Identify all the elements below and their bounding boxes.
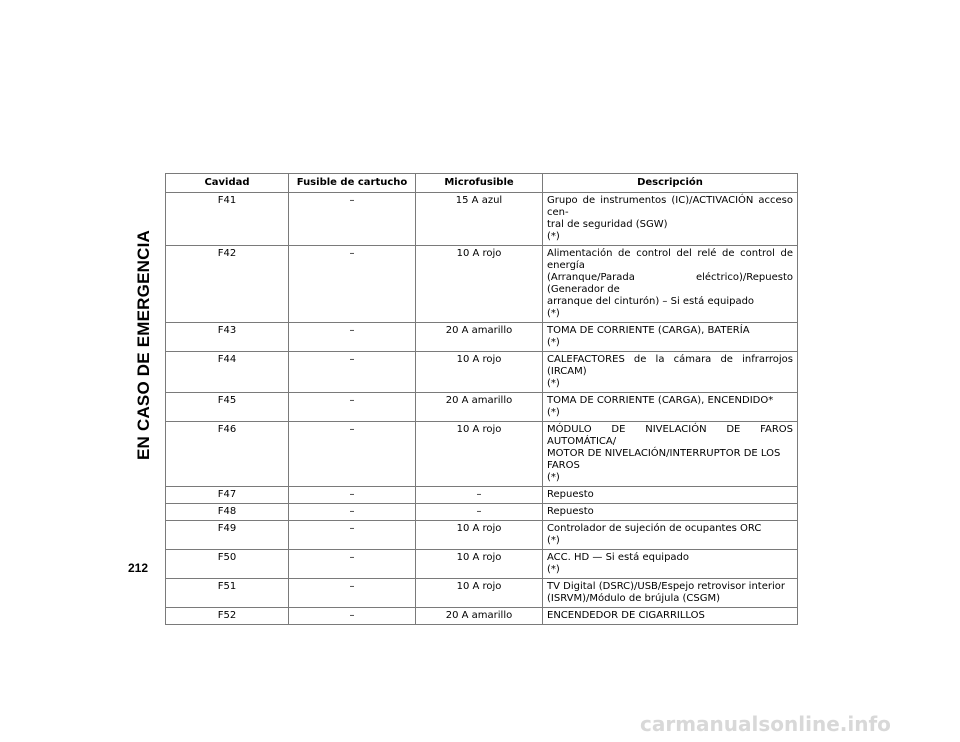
- table-row: [166, 393, 798, 422]
- table-row: [166, 422, 798, 487]
- cell-cavity: F50: [166, 550, 289, 579]
- table-row: [166, 550, 798, 579]
- cell-cartridge-fuse: –: [289, 504, 416, 521]
- description-line: CALEFACTORES de la cámara de infrarrojos (IRCAM): [547, 354, 793, 377]
- table-row: [166, 579, 798, 608]
- cell-description: [543, 608, 798, 625]
- description-line: arranque del cinturón) – Si está equipado: [547, 296, 755, 307]
- description-line: Repuesto: [547, 506, 594, 517]
- cell-micro-fuse: 10 A rojo: [416, 422, 543, 487]
- watermark-logo: carmanualsonline.info: [640, 712, 891, 736]
- cell-description: [543, 504, 798, 521]
- description-line: tral de seguridad (SGW): [547, 219, 668, 230]
- cell-micro-fuse: 20 A amarillo: [416, 608, 543, 625]
- header-cavity: Cavidad: [166, 174, 289, 193]
- cell-cartridge-fuse: –: [289, 246, 416, 323]
- description-line: (*): [547, 308, 560, 319]
- cell-cartridge-fuse: –: [289, 193, 416, 246]
- cell-cavity: F48: [166, 504, 289, 521]
- description-line: (*): [547, 472, 560, 483]
- table-row: [166, 246, 798, 323]
- description-line: (*): [547, 337, 560, 348]
- description-line: TOMA DE CORRIENTE (CARGA), BATERÍA: [547, 325, 750, 336]
- cell-micro-fuse: –: [416, 504, 543, 521]
- cell-cartridge-fuse: –: [289, 487, 416, 504]
- cell-micro-fuse: 10 A rojo: [416, 352, 543, 393]
- cell-micro-fuse: 20 A amarillo: [416, 393, 543, 422]
- cell-cartridge-fuse: –: [289, 550, 416, 579]
- cell-cavity: F47: [166, 487, 289, 504]
- cell-description: [543, 422, 798, 487]
- description-line: Alimentación de control del relé de control de energía: [547, 248, 793, 271]
- description-line: TV Digital (DSRC)/USB/Espejo retrovisor interior: [547, 581, 785, 592]
- header-cartridge-fuse: Fusible de cartucho: [289, 174, 416, 193]
- cell-cavity: F44: [166, 352, 289, 393]
- description-line: (*): [547, 535, 560, 546]
- description-line: FAROS: [547, 460, 580, 471]
- section-title-text: EN CASO DE EMERGENCIA: [134, 230, 153, 460]
- description-line: Repuesto: [547, 489, 594, 500]
- cell-micro-fuse: 20 A amarillo: [416, 323, 543, 352]
- cell-cartridge-fuse: –: [289, 352, 416, 393]
- cell-cavity: F43: [166, 323, 289, 352]
- cell-micro-fuse: 15 A azul: [416, 193, 543, 246]
- cell-description: [543, 579, 798, 608]
- description-line: MÓDULO DE NIVELACIÓN DE FAROS AUTOMÁTICA/: [547, 424, 793, 447]
- description-line: TOMA DE CORRIENTE (CARGA), ENCENDIDO*: [547, 395, 774, 406]
- description-line: Grupo de instrumentos (IC)/ACTIVACIÓN acceso cen-: [547, 195, 793, 218]
- cell-cartridge-fuse: –: [289, 521, 416, 550]
- cell-description: [543, 393, 798, 422]
- cell-cavity: F51: [166, 579, 289, 608]
- cell-cartridge-fuse: –: [289, 393, 416, 422]
- table-body: [166, 193, 798, 625]
- table-row: [166, 193, 798, 246]
- description-line: (*): [547, 231, 560, 242]
- table-row: [166, 352, 798, 393]
- cell-description: [543, 323, 798, 352]
- cell-cavity: F49: [166, 521, 289, 550]
- description-line: MOTOR DE NIVELACIÓN/INTERRUPTOR DE LOS: [547, 448, 781, 459]
- description-line: (ISRVM)/Módulo de brújula (CSGM): [547, 593, 721, 604]
- cell-cartridge-fuse: –: [289, 608, 416, 625]
- cell-micro-fuse: 10 A rojo: [416, 550, 543, 579]
- description-line: Controlador de sujeción de ocupantes ORC: [547, 523, 762, 534]
- cell-description: [543, 246, 798, 323]
- cell-micro-fuse: 10 A rojo: [416, 246, 543, 323]
- cell-description: [543, 521, 798, 550]
- description-line: (Arranque/Parada eléctrico)/Repuesto (Generador de: [547, 272, 793, 295]
- cell-cavity: F52: [166, 608, 289, 625]
- cell-description: [543, 487, 798, 504]
- cell-cartridge-fuse: –: [289, 323, 416, 352]
- cell-micro-fuse: –: [416, 487, 543, 504]
- description-line: (*): [547, 378, 560, 389]
- description-line: (*): [547, 564, 560, 575]
- table-row: [166, 608, 798, 625]
- table-row: [166, 504, 798, 521]
- description-line: (*): [547, 407, 560, 418]
- header-description: Descripción: [543, 174, 798, 193]
- section-side-title: [126, 175, 162, 515]
- cell-description: [543, 193, 798, 246]
- cell-cavity: F46: [166, 422, 289, 487]
- description-line: ENCENDEDOR DE CIGARRILLOS: [547, 610, 705, 621]
- cell-description: [543, 352, 798, 393]
- header-micro-fuse: Microfusible: [416, 174, 543, 193]
- cell-cartridge-fuse: –: [289, 579, 416, 608]
- table-row: [166, 487, 798, 504]
- page-number: 212: [128, 561, 149, 575]
- cell-micro-fuse: 10 A rojo: [416, 579, 543, 608]
- table-header-row: [166, 174, 798, 193]
- cell-cavity: F45: [166, 393, 289, 422]
- cell-micro-fuse: 10 A rojo: [416, 521, 543, 550]
- description-line: ACC. HD — Si está equipado: [547, 552, 690, 563]
- cell-description: [543, 550, 798, 579]
- fuse-table: [165, 173, 798, 625]
- cell-cavity: F41: [166, 193, 289, 246]
- table-row: [166, 323, 798, 352]
- table-row: [166, 521, 798, 550]
- cell-cavity: F42: [166, 246, 289, 323]
- cell-cartridge-fuse: –: [289, 422, 416, 487]
